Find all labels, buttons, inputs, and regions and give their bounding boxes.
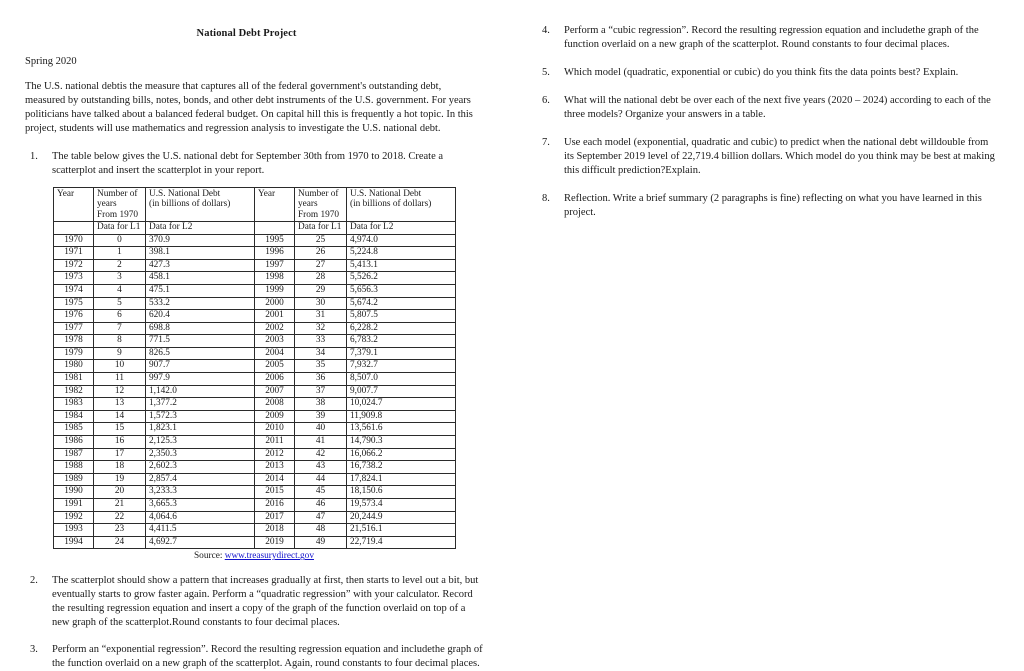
cell-years-from-1970: 22 [94, 511, 146, 524]
cell-years-from-1970: 36 [295, 373, 347, 386]
cell-year: 2018 [255, 524, 295, 537]
cell-year: 2003 [255, 335, 295, 348]
cell-year: 1998 [255, 272, 295, 285]
cell-debt: 698.8 [146, 322, 255, 335]
header-debt-line1: U.S. National Debt [149, 188, 221, 199]
table-row [54, 473, 456, 486]
cell-year: 1971 [54, 247, 94, 260]
cell-year: 1986 [54, 436, 94, 449]
national-debt-table [53, 187, 456, 550]
question-number: 2. [30, 575, 38, 587]
cell-debt: 9,007.7 [347, 385, 456, 398]
cell-years-from-1970: 14 [94, 410, 146, 423]
cell-years-from-1970: 26 [295, 247, 347, 260]
header-year-left-text: Year [57, 188, 75, 199]
cell-year: 2004 [255, 347, 295, 360]
cell-debt: 5,674.2 [347, 297, 456, 310]
question-text: The table below gives the U.S. national debt for September 30th from 1970 to 2018. Create a scatterplot and insert the scatterplot in your report. [52, 150, 444, 176]
cell-years-from-1970: 32 [295, 322, 347, 335]
questions-2-3-block [22, 574, 483, 671]
right-column [512, 0, 1024, 630]
table-row [54, 247, 456, 260]
cell-year: 2016 [255, 499, 295, 512]
national-debt-table-wrapper [53, 187, 455, 550]
cell-year: 2011 [255, 436, 295, 449]
cell-years-from-1970: 17 [94, 448, 146, 461]
cell-years-from-1970: 21 [94, 499, 146, 512]
header-debt-left [146, 187, 255, 221]
cell-debt: 1,377.2 [146, 398, 255, 411]
question-number: 4. [542, 25, 550, 36]
cell-years-from-1970: 5 [94, 297, 146, 310]
cell-year: 1983 [54, 398, 94, 411]
cell-debt: 4,974.0 [347, 234, 456, 247]
cell-debt: 398.1 [146, 247, 255, 260]
question-text: Perform a “cubic regression”. Record the resulting regression equation and includethe graph of the function overlaid on a new graph of the scatterplot. Round constants to four decimal places. [564, 25, 979, 50]
question-number: 6. [542, 94, 550, 106]
table-subheader-row [54, 221, 456, 234]
table-row [54, 499, 456, 512]
cell-years-from-1970: 37 [295, 385, 347, 398]
cell-years-from-1970: 35 [295, 360, 347, 373]
cell-years-from-1970: 47 [295, 511, 347, 524]
cell-debt: 10,024.7 [347, 398, 456, 411]
cell-years-from-1970: 19 [94, 473, 146, 486]
question-text: The scatterplot should show a pattern that increases gradually at first, then starts to level out a bit, but eventually starts to grow faster again. Perform a “quadratic regression” with your calculator. Record the resulting regression equation and insert a copy of the graph of the function overlaid on top of a new graph of the scatterplot.Round constants to four decimal places. [52, 575, 479, 629]
cell-year: 1982 [54, 385, 94, 398]
header-num-line1: Number of [97, 188, 138, 199]
table-row [54, 373, 456, 386]
header-num-line3-right: From 1970 [298, 209, 340, 220]
question-item [22, 574, 483, 630]
cell-years-from-1970: 24 [94, 536, 146, 549]
source-link[interactable]: www.treasurydirect.gov [224, 551, 314, 562]
cell-debt: 8,507.0 [347, 373, 456, 386]
cell-years-from-1970: 6 [94, 310, 146, 323]
cell-year: 1995 [255, 234, 295, 247]
table-row [54, 347, 456, 360]
cell-year: 1973 [54, 272, 94, 285]
cell-year: 1975 [54, 297, 94, 310]
cell-year: 1985 [54, 423, 94, 436]
table-header [54, 187, 456, 221]
header-num-line2: years [97, 199, 117, 210]
table-row [54, 385, 456, 398]
cell-year: 1981 [54, 373, 94, 386]
cell-year: 2001 [255, 310, 295, 323]
cell-debt: 370.9 [146, 234, 255, 247]
question-number: 8. [542, 192, 550, 204]
subheader-year-right [255, 221, 295, 234]
cell-debt: 5,656.3 [347, 284, 456, 297]
table-row [54, 335, 456, 348]
cell-years-from-1970: 11 [94, 373, 146, 386]
subheader-debt-right: Data for L2 [347, 221, 456, 234]
header-num-line3: From 1970 [97, 209, 139, 220]
cell-year: 1984 [54, 410, 94, 423]
subheader-num-left: Data for L1 [94, 221, 146, 234]
cell-years-from-1970: 49 [295, 536, 347, 549]
cell-debt: 6,783.2 [347, 335, 456, 348]
cell-years-from-1970: 3 [94, 272, 146, 285]
cell-year: 1972 [54, 259, 94, 272]
cell-years-from-1970: 18 [94, 461, 146, 474]
cell-debt: 997.9 [146, 373, 255, 386]
left-column [0, 0, 505, 670]
cell-years-from-1970: 0 [94, 234, 146, 247]
header-year-right-text: Year [258, 188, 276, 199]
cell-years-from-1970: 48 [295, 524, 347, 537]
cell-debt: 11,909.8 [347, 410, 456, 423]
cell-years-from-1970: 45 [295, 486, 347, 499]
cell-year: 1991 [54, 499, 94, 512]
question-number: 7. [542, 136, 550, 148]
cell-years-from-1970: 20 [94, 486, 146, 499]
cell-debt: 5,224.8 [347, 247, 456, 260]
cell-debt: 7,932.7 [347, 360, 456, 373]
cell-debt: 826.5 [146, 347, 255, 360]
cell-years-from-1970: 38 [295, 398, 347, 411]
question-item [22, 150, 483, 178]
cell-debt: 4,411.5 [146, 524, 255, 537]
table-row [54, 536, 456, 549]
cell-year: 1992 [54, 511, 94, 524]
cell-debt: 3,233.3 [146, 486, 255, 499]
table-row [54, 310, 456, 323]
cell-debt: 475.1 [146, 284, 255, 297]
cell-years-from-1970: 41 [295, 436, 347, 449]
cell-year: 1993 [54, 524, 94, 537]
source-line [53, 551, 455, 561]
cell-years-from-1970: 27 [295, 259, 347, 272]
table-row [54, 461, 456, 474]
header-debt-line2-right: (in billions of dollars) [350, 199, 432, 210]
cell-debt: 5,807.5 [347, 310, 456, 323]
cell-debt: 20,244.9 [347, 511, 456, 524]
cell-year: 2002 [255, 322, 295, 335]
header-year-left [54, 187, 94, 221]
cell-year: 1987 [54, 448, 94, 461]
table-row [54, 410, 456, 423]
cell-years-from-1970: 7 [94, 322, 146, 335]
table-row [54, 234, 456, 247]
cell-debt: 907.7 [146, 360, 255, 373]
cell-year: 1977 [54, 322, 94, 335]
cell-years-from-1970: 13 [94, 398, 146, 411]
header-debt-right [347, 187, 456, 221]
question-1-block [22, 150, 483, 178]
cell-years-from-1970: 34 [295, 347, 347, 360]
header-debt-line2: (in billions of dollars) [149, 199, 231, 210]
cell-years-from-1970: 30 [295, 297, 347, 310]
cell-year: 1989 [54, 473, 94, 486]
subheader-num-right: Data for L1 [295, 221, 347, 234]
header-debt-line1-right: U.S. National Debt [350, 188, 422, 199]
cell-year: 2014 [255, 473, 295, 486]
cell-years-from-1970: 15 [94, 423, 146, 436]
cell-year: 2012 [255, 448, 295, 461]
cell-year: 2015 [255, 486, 295, 499]
question-text: What will the national debt be over each of the next five years (2020 – 2024) according to each of the three models? Organize your answers in a table. [564, 94, 991, 120]
cell-years-from-1970: 16 [94, 436, 146, 449]
cell-year: 2010 [255, 423, 295, 436]
cell-years-from-1970: 44 [295, 473, 347, 486]
cell-debt: 4,692.7 [146, 536, 255, 549]
cell-debt: 2,125.3 [146, 436, 255, 449]
cell-year: 2019 [255, 536, 295, 549]
cell-debt: 620.4 [146, 310, 255, 323]
cell-debt: 2,857.4 [146, 473, 255, 486]
cell-debt: 16,066.2 [347, 448, 456, 461]
table-body [54, 221, 456, 548]
table-header-row [54, 187, 456, 221]
cell-debt: 18,150.6 [347, 486, 456, 499]
question-item [534, 24, 998, 52]
question-text: Perform an “exponential regression”. Record the resulting regression equation and includethe graph of the function overlaid on a new graph of the scatterplot. Again, round constants to four decimal places. [52, 644, 483, 670]
cell-years-from-1970: 42 [295, 448, 347, 461]
cell-year: 1979 [54, 347, 94, 360]
cell-year: 2006 [255, 373, 295, 386]
cell-year: 1994 [54, 536, 94, 549]
cell-years-from-1970: 10 [94, 360, 146, 373]
cell-debt: 22,719.4 [347, 536, 456, 549]
cell-debt: 3,665.3 [146, 499, 255, 512]
table-row [54, 524, 456, 537]
table-row [54, 284, 456, 297]
question-text: Which model (quadratic, exponential or cubic) do you think fits the data points best? Explain. [564, 66, 959, 78]
table-row [54, 272, 456, 285]
cell-debt: 5,526.2 [347, 272, 456, 285]
table-row [54, 259, 456, 272]
cell-debt: 16,738.2 [347, 461, 456, 474]
cell-year: 1976 [54, 310, 94, 323]
cell-debt: 771.5 [146, 335, 255, 348]
cell-debt: 17,824.1 [347, 473, 456, 486]
cell-years-from-1970: 33 [295, 335, 347, 348]
table-row [54, 297, 456, 310]
question-number: 1. [30, 150, 38, 162]
cell-years-from-1970: 2 [94, 259, 146, 272]
table-row [54, 486, 456, 499]
table-row [54, 360, 456, 373]
table-row [54, 423, 456, 436]
cell-debt: 458.1 [146, 272, 255, 285]
question-number: 5. [542, 66, 550, 78]
question-item [534, 192, 998, 220]
cell-year: 1974 [54, 284, 94, 297]
cell-years-from-1970: 25 [295, 234, 347, 247]
term-label: Spring 2020 [25, 56, 77, 67]
cell-debt: 1,823.1 [146, 423, 255, 436]
cell-debt: 13,561.6 [347, 423, 456, 436]
cell-years-from-1970: 4 [94, 284, 146, 297]
cell-debt: 1,142.0 [146, 385, 255, 398]
question-text: Reflection. Write a brief summary (2 paragraphs is fine) reflecting on what you have learned in this project. [564, 192, 982, 218]
cell-years-from-1970: 43 [295, 461, 347, 474]
cell-years-from-1970: 46 [295, 499, 347, 512]
header-years-from-1970-left [94, 187, 146, 221]
subheader-year-left [54, 221, 94, 234]
cell-year: 2008 [255, 398, 295, 411]
cell-years-from-1970: 1 [94, 247, 146, 260]
question-item [534, 66, 998, 80]
cell-year: 1970 [54, 234, 94, 247]
cell-years-from-1970: 31 [295, 310, 347, 323]
cell-years-from-1970: 23 [94, 524, 146, 537]
cell-year: 1996 [255, 247, 295, 260]
header-year-right [255, 187, 295, 221]
cell-year: 2009 [255, 410, 295, 423]
cell-debt: 1,572.3 [146, 410, 255, 423]
questions-4-8-block [534, 24, 998, 220]
cell-debt: 4,064.6 [146, 511, 255, 524]
cell-years-from-1970: 29 [295, 284, 347, 297]
cell-year: 1980 [54, 360, 94, 373]
cell-debt: 21,516.1 [347, 524, 456, 537]
table-row [54, 436, 456, 449]
cell-debt: 14,790.3 [347, 436, 456, 449]
cell-debt: 2,602.3 [146, 461, 255, 474]
question-item [534, 94, 998, 122]
header-years-from-1970-right [295, 187, 347, 221]
table-row [54, 398, 456, 411]
question-number: 3. [30, 644, 38, 656]
subheader-debt-left: Data for L2 [146, 221, 255, 234]
table-row [54, 511, 456, 524]
cell-debt: 19,573.4 [347, 499, 456, 512]
cell-year: 1990 [54, 486, 94, 499]
cell-debt: 5,413.1 [347, 259, 456, 272]
cell-years-from-1970: 12 [94, 385, 146, 398]
cell-year: 2005 [255, 360, 295, 373]
cell-year: 1978 [54, 335, 94, 348]
header-num-line1-right: Number of [298, 188, 339, 199]
intro-paragraph: The U.S. national debtis the measure that captures all of the federal government's outstanding debt, measured by outstanding bills, notes, bonds, and other debt instruments of the U.S. government. For years politicians have talked about a balanced federal budget. On capital hill this is frequently a hot topic. In this project, students will use mathematics and regression analysis to investigate the U.S. national debt. [25, 81, 473, 134]
cell-year: 1999 [255, 284, 295, 297]
cell-debt: 427.3 [146, 259, 255, 272]
cell-year: 1997 [255, 259, 295, 272]
cell-year: 2007 [255, 385, 295, 398]
cell-years-from-1970: 8 [94, 335, 146, 348]
header-num-line2-right: years [298, 199, 318, 210]
cell-debt: 7,379.1 [347, 347, 456, 360]
cell-year: 2000 [255, 297, 295, 310]
cell-year: 2017 [255, 511, 295, 524]
table-row [54, 448, 456, 461]
cell-years-from-1970: 9 [94, 347, 146, 360]
question-item [534, 136, 998, 178]
cell-years-from-1970: 28 [295, 272, 347, 285]
table-row [54, 322, 456, 335]
cell-debt: 2,350.3 [146, 448, 255, 461]
cell-debt: 533.2 [146, 297, 255, 310]
cell-debt: 6,228.2 [347, 322, 456, 335]
question-text: Use each model (exponential, quadratic and cubic) to predict when the national debt willdouble from its September 2019 level of 22,719.4 billion dollars. Which model do you think may be best at making this difficult prediction?Explain. [564, 136, 995, 176]
page-title: National Debt Project [196, 28, 297, 39]
question-item [22, 643, 483, 671]
cell-years-from-1970: 39 [295, 410, 347, 423]
cell-year: 2013 [255, 461, 295, 474]
source-label: Source: [194, 551, 223, 562]
cell-year: 1988 [54, 461, 94, 474]
cell-years-from-1970: 40 [295, 423, 347, 436]
